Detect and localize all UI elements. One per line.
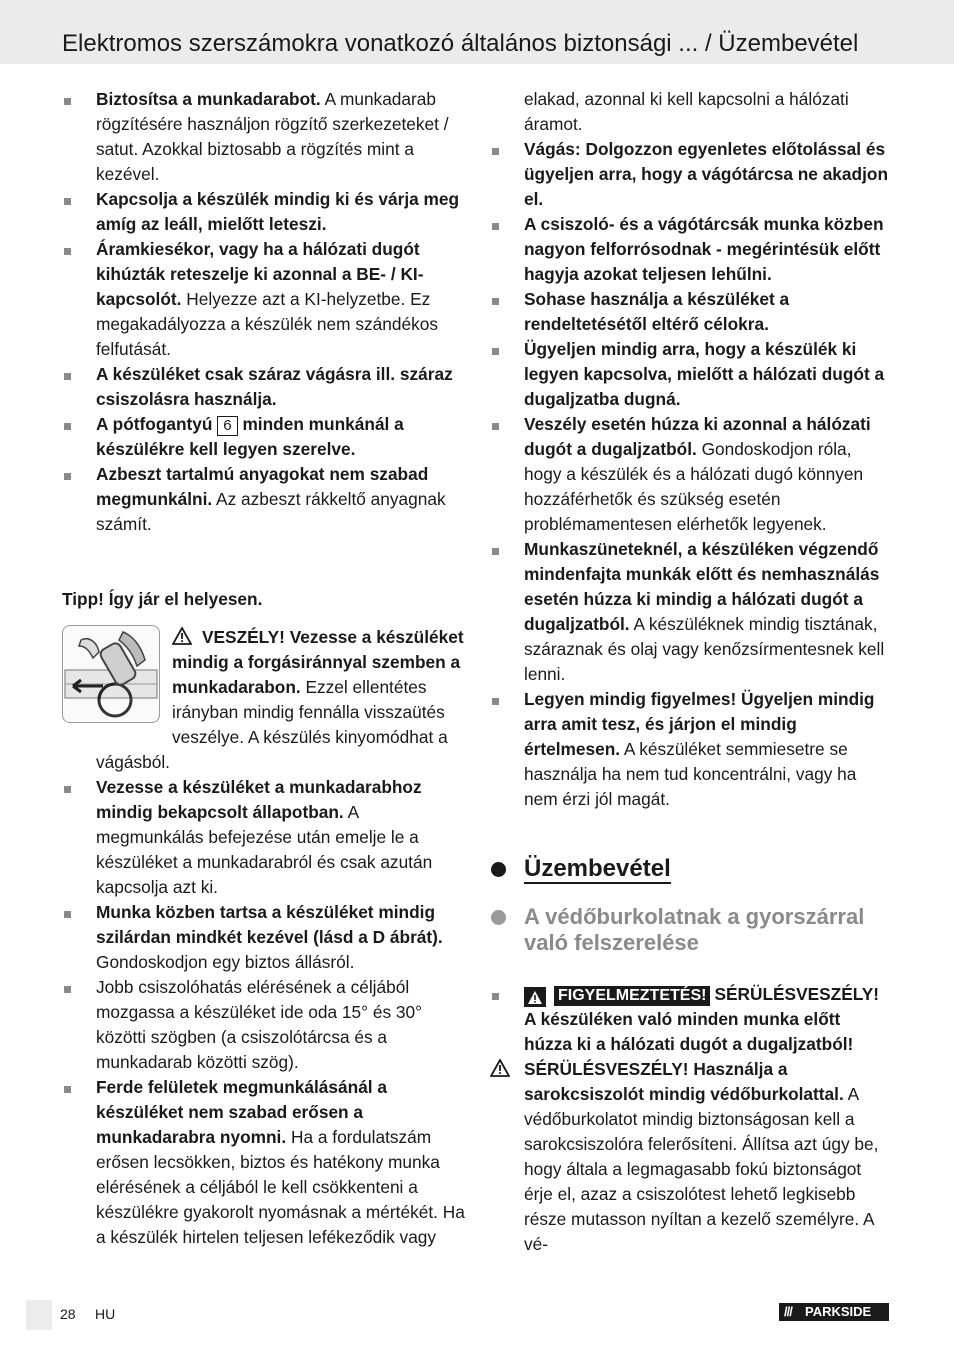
item-bold-text: Munkaszüneteknél, a készüléken végzendő mindenfajta munkák előtt és nemhasználás esetén húzza ki mindig a hálózati dugót a dugaljzatból.	[524, 539, 880, 634]
danger-bold-text: VESZÉLY! Vezesse a készüléket mindig a forgásiránnyal szemben a munkadarabon.	[172, 627, 464, 697]
item-text: A készüléket semmiesetre se használja ha nem tud koncentrálni, vagy ha nem érzi jól magát.	[524, 739, 857, 809]
square-bullet-icon	[64, 786, 71, 793]
right-column	[490, 87, 892, 1257]
item-bold-text: Vágás: Dolgozzon egyenletes előtolással és ügyeljen arra, hogy a vágótárcsa ne akadjon el.	[524, 139, 889, 209]
item-bold-text: A csiszoló- és a vágótárcsák munka közben nagyon felforrósodnak - megérintésük előtt hagyja azokat teljesen lehűlni.	[524, 214, 884, 284]
list-item	[490, 337, 892, 412]
item-text: Jobb csiszolóhatás elérésének a céljából mozgassa a készüléket ide oda 15° és 30° közötti szögben (a csiszolótárcsa és a munkadarab közötti szög).	[96, 977, 423, 1072]
square-bullet-icon	[492, 223, 499, 230]
warning-triangle-icon	[172, 627, 192, 645]
list-item	[62, 237, 466, 362]
item-text: A megmunkálás befejezése után emelje le a készüléket a munkadarabról és csak azután kapcsolja azt ki.	[96, 802, 433, 897]
list-item	[490, 287, 892, 337]
item-bold-text: Kapcsolja a készülék mindig ki és várja meg amíg az leáll, mielőtt leteszi.	[96, 189, 460, 234]
logo-text: PARKSIDE	[805, 1304, 872, 1319]
list-item	[62, 187, 466, 237]
section-title: Üzembevétel	[524, 855, 671, 882]
item-bold-text: Legyen mindig figyelmes! Ügyeljen mindig arra amit tesz, és járjon el mindig értelmesen.	[524, 689, 875, 759]
square-bullet-icon	[64, 248, 71, 255]
list-item	[62, 412, 466, 462]
page-number: 28	[60, 1306, 76, 1322]
language-code: HU	[95, 1306, 116, 1322]
square-bullet-icon	[64, 198, 71, 205]
list-item	[62, 775, 466, 900]
figure-reference: 6	[217, 416, 237, 436]
square-bullet-icon	[492, 348, 499, 355]
header-band	[0, 0, 954, 64]
item-bold-text: A készüléket csak száraz vágásra ill. száraz csiszolásra használja.	[96, 364, 453, 409]
warning-triangle-icon	[490, 1059, 510, 1077]
footer-box	[26, 1300, 52, 1330]
subsection-dot-icon	[491, 910, 506, 925]
item-text: Gondoskodjon róla, hogy a készülék és a hálózati dugó könnyen hozzáférhetők és szükség esetén problémamentesen elérhetők legyenek.	[524, 439, 864, 534]
square-bullet-icon	[492, 298, 499, 305]
item-text: A készüléknek mindig tisztának, száraznak és olaj vagy kenőzsírmentesnek kell lenni.	[524, 614, 885, 684]
parkside-logo	[779, 1303, 889, 1321]
left-column	[62, 87, 466, 1250]
square-bullet-icon	[64, 1086, 71, 1093]
list-item	[490, 412, 892, 537]
caution-item	[490, 1057, 892, 1257]
logo-slashes: ///	[784, 1304, 792, 1319]
list-item	[62, 975, 466, 1075]
warning-badge: FIGYELMEZTETÉS!	[554, 986, 710, 1006]
warning-icon	[524, 987, 546, 1007]
tip-heading: Tipp! Így jár el helyesen.	[62, 589, 263, 609]
caution-text: A védőburkolatot mindig biztonságosan kell a sarokcsiszolóra felerősíteni. Állítsa azt úgy be, hogy általa a legmagasabb fokú biztonságot érje el, azaz a csiszolótest lehető legkisebb része mutasson nyíltan a kezelő személyre. A vé-	[524, 1084, 879, 1254]
item-bold-text: A pótfogantyú	[96, 414, 213, 434]
section-dot-icon	[491, 862, 506, 877]
danger-text: Ezzel ellentétes irányban mindig fennálla visszaütés veszélye. A készülés kinyomódhat a vágásból.	[96, 677, 448, 772]
square-bullet-icon	[492, 548, 499, 555]
item-bold-text: Munka közben tartsa a készüléket mindig szilárdan mindkét kezével (lásd a D ábrát).	[96, 902, 443, 947]
square-bullet-icon	[492, 698, 499, 705]
warning-item	[490, 982, 892, 1057]
section-heading	[490, 854, 892, 884]
square-bullet-icon	[64, 373, 71, 380]
list-item	[62, 87, 466, 187]
list-item	[62, 362, 466, 412]
grinder-illustration-icon	[63, 626, 159, 722]
square-bullet-icon	[64, 986, 71, 993]
item-bold-text: Vezesse a készüléket a munkadarabhoz mindig bekapcsolt állapotban.	[96, 777, 422, 822]
danger-note	[62, 625, 466, 775]
item-bold-text: Ferde felületek megmunkálásánál a készüléket nem szabad erősen a munkadarabra nyomni.	[96, 1077, 388, 1147]
list-item	[490, 687, 892, 812]
subsection-title: A védőburkolatnak a gyorszárral való felszerelése	[524, 904, 865, 955]
square-bullet-icon	[492, 423, 499, 430]
list-item	[490, 212, 892, 287]
warning-bold-text: SÉRÜLÉSVESZÉLY! A készüléken való minden munka előtt húzza ki a hálózati dugót a dugaljzatból!	[524, 984, 879, 1054]
square-bullet-icon	[492, 993, 499, 1000]
item-bold-text: Biztosítsa a munkadarabot.	[96, 89, 321, 109]
caution-bold-text: SÉRÜLÉSVESZÉLY! Használja a sarokcsiszolót mindig védőburkolattal.	[524, 1059, 844, 1104]
square-bullet-icon	[492, 148, 499, 155]
item-bold-text: Áramkiesékor, vagy ha a hálózati dugót kihúzták reteszelje ki azonnal a BE- / KI-kapcsolót.	[96, 239, 424, 309]
square-bullet-icon	[64, 98, 71, 105]
list-item	[62, 1075, 466, 1250]
subsection-heading	[490, 904, 892, 956]
square-bullet-icon	[64, 423, 71, 430]
page-title: Elektromos szerszámokra vonatkozó általános biztonsági ... / Üzembevétel	[62, 30, 859, 57]
item-text: Helyezze azt a KI-helyzetbe. Ez megakadályozza a készülék nem szándékos felfutását.	[96, 289, 438, 359]
item-bold-text: Ügyeljen mindig arra, hogy a készülék ki legyen kapcsolva, mielőtt a hálózati dugót a dugaljzatba dugná.	[524, 339, 885, 409]
item-text: Gondoskodjon egy biztos állásról.	[96, 952, 355, 972]
item-bold-text: Veszély esetén húzza ki azonnal a hálózati dugót a dugaljzatból.	[524, 414, 871, 459]
square-bullet-icon	[64, 911, 71, 918]
list-item	[62, 900, 466, 975]
continued-text: elakad, azonnal ki kell kapcsolni a hálózati áramot.	[524, 89, 849, 134]
item-text: Ha a fordulatszám erősen lecsökken, biztos és hatékony munka elérésének a céljából le kell csökkenteni a készülékre gyakorolt nyomásnak a mértékét. Ha a készülék hirtelen teljesen lefékeződik vagy	[96, 1127, 465, 1247]
list-item	[490, 137, 892, 212]
item-bold-text: Sohase használja a készüléket a rendeltetésétől eltérő célokra.	[524, 289, 790, 334]
grinder-direction-illustration	[62, 625, 160, 723]
list-item	[62, 462, 466, 537]
item-text: Az azbeszt rákkeltő anyagnak számít.	[96, 489, 446, 534]
item-bold-text: minden munkánál a készülékre kell legyen szerelve.	[96, 414, 404, 459]
list-item	[490, 537, 892, 687]
item-bold-text: Azbeszt tartalmú anyagokat nem szabad megmunkálni.	[96, 464, 429, 509]
square-bullet-icon	[64, 473, 71, 480]
item-text: A munkadarab rögzítésére használjon rögzítő szerkezeteket / satut. Azokkal biztosabb a rögzítés mint a kezével.	[96, 89, 449, 184]
